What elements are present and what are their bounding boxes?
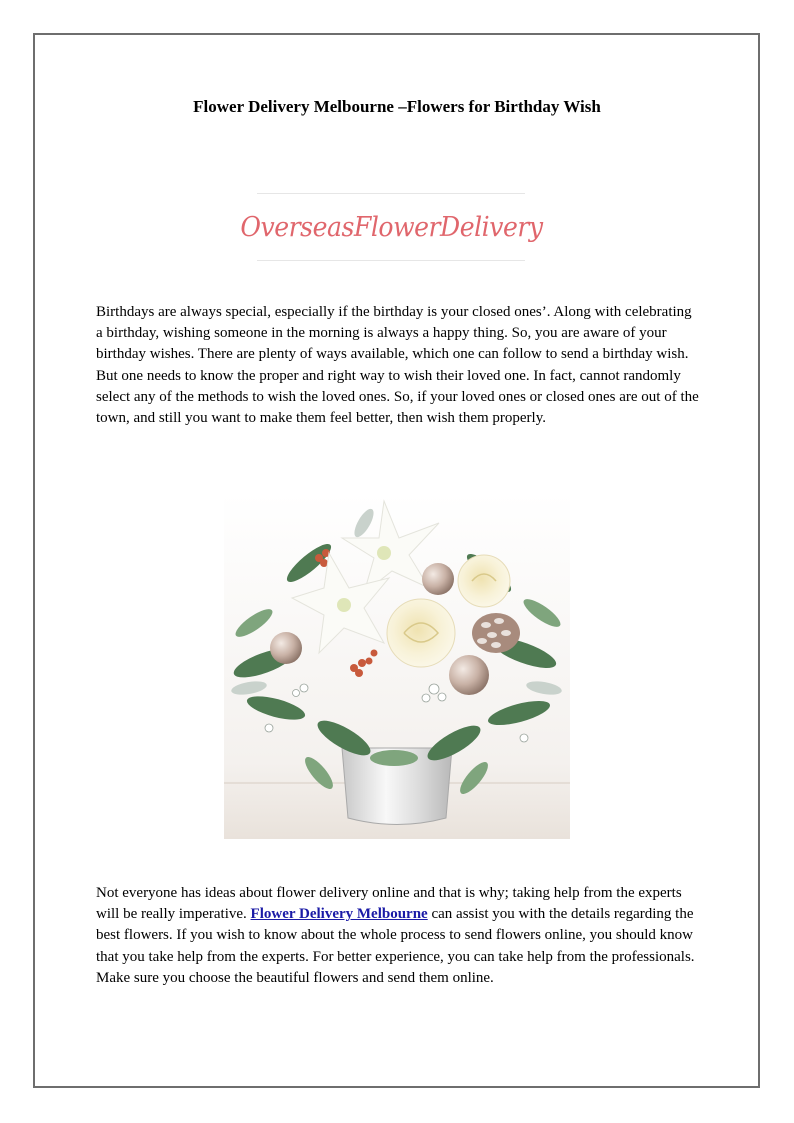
details-paragraph — [96, 883, 699, 989]
intro-paragraph: Birthdays are always special, especially if the birthday is your closed ones’. Along with celebrating a birthday, wishing someone in the morning is always a happy thing. So, you are aware of your birthday wishes. There are plenty of ways available, which one can follow to send a birthday wish. But one needs to know the proper and right way to wish their loved one. In fact, cannot randomly select any of the methods to wish the loved ones. So, if your loved ones or closed ones are out of the town, and still you want to make them feel better, then wish them properly. — [96, 304, 699, 427]
page-title: Flower Delivery Melbourne –Flowers for Birthday Wish — [193, 97, 601, 116]
flower-delivery-melbourne-link[interactable]: Flower Delivery Melbourne — [250, 906, 428, 923]
details-text-before: Not everyone has ideas about flower delivery online and that is why; taking help from the experts will be really imperative. — [96, 885, 682, 923]
logo — [239, 193, 543, 261]
flower-bouquet-image — [224, 493, 570, 839]
logo-text: OverseasFlowerDelivery — [239, 211, 543, 243]
details-text-after: can assist you with the details regarding the best flowers. If you wish to know about the whole process to send flowers online, you should know that you take help from the experts. For better experience, you can take help from the professionals. Make sure you choose the beautiful flowers and send them online. — [96, 906, 695, 986]
